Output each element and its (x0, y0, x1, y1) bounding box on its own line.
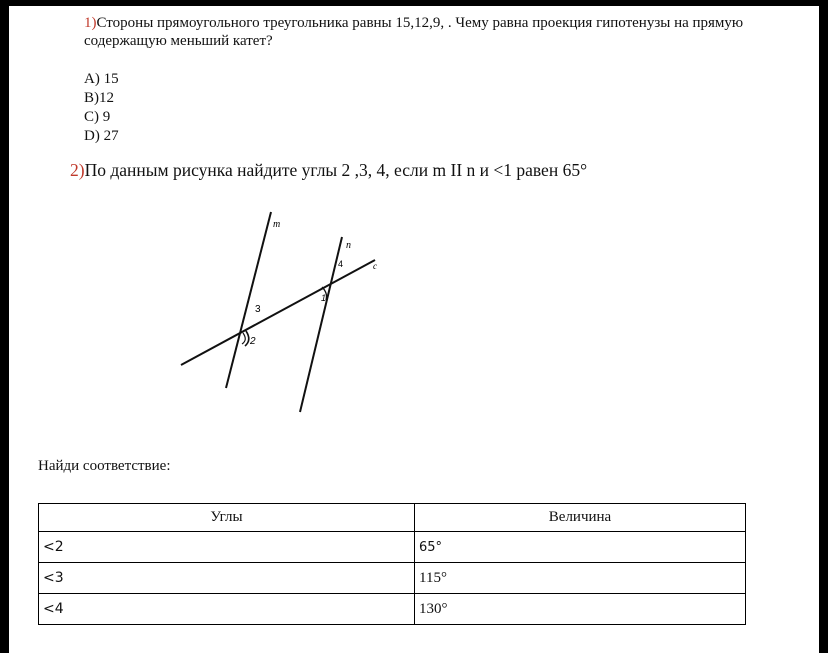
table-row (39, 532, 746, 563)
value-cell: 115° (415, 563, 746, 594)
question-2-number: 2) (70, 160, 85, 180)
option-a: A) 15 (84, 71, 119, 87)
line-m (226, 212, 271, 388)
table-row (39, 594, 746, 625)
angle-2-arc-inner (242, 333, 245, 344)
option-d: D) 27 (84, 128, 119, 144)
question-2 (70, 159, 587, 181)
option-c: C) 9 (84, 109, 111, 125)
label-angle-2: 2 (250, 336, 256, 347)
header-values: Величина (415, 504, 746, 532)
header-angles: Углы (39, 504, 415, 532)
label-angle-3: 3 (255, 304, 261, 315)
option-b: B)12 (84, 90, 114, 106)
geometry-figure (170, 205, 390, 420)
label-n: n (346, 240, 351, 251)
question-2-text: По данным рисунка найдите углы 2 ,3, 4, если m II n и <1 равен 65° (84, 160, 588, 180)
value-cell: 65° (415, 532, 746, 563)
frame-right (819, 0, 828, 653)
matching-title: Найди соответствие: (38, 458, 171, 474)
question-1-text: Стороны прямоугольного треугольника равны 15,12,9, . Чему равна проекция гипотенузы на прямую содержащую меньший катет? (84, 15, 744, 49)
label-m: m (273, 219, 281, 230)
table-header-row (39, 504, 746, 532)
line-n (300, 237, 342, 412)
frame-left (0, 0, 9, 653)
value-cell: 130° (415, 594, 746, 625)
frame-top (0, 0, 828, 6)
question-1-options (84, 70, 119, 146)
angle-cell: <4 (39, 594, 415, 625)
table-row (39, 563, 746, 594)
question-1 (84, 14, 764, 50)
label-angle-4: 4 (338, 259, 344, 269)
angle-cell: <3 (39, 563, 415, 594)
line-c (181, 260, 375, 365)
matching-table (38, 503, 746, 625)
label-c: c (373, 261, 377, 271)
question-1-number: 1) (84, 15, 97, 31)
angle-cell: <2 (39, 532, 415, 563)
label-angle-1: 1 (321, 293, 327, 303)
